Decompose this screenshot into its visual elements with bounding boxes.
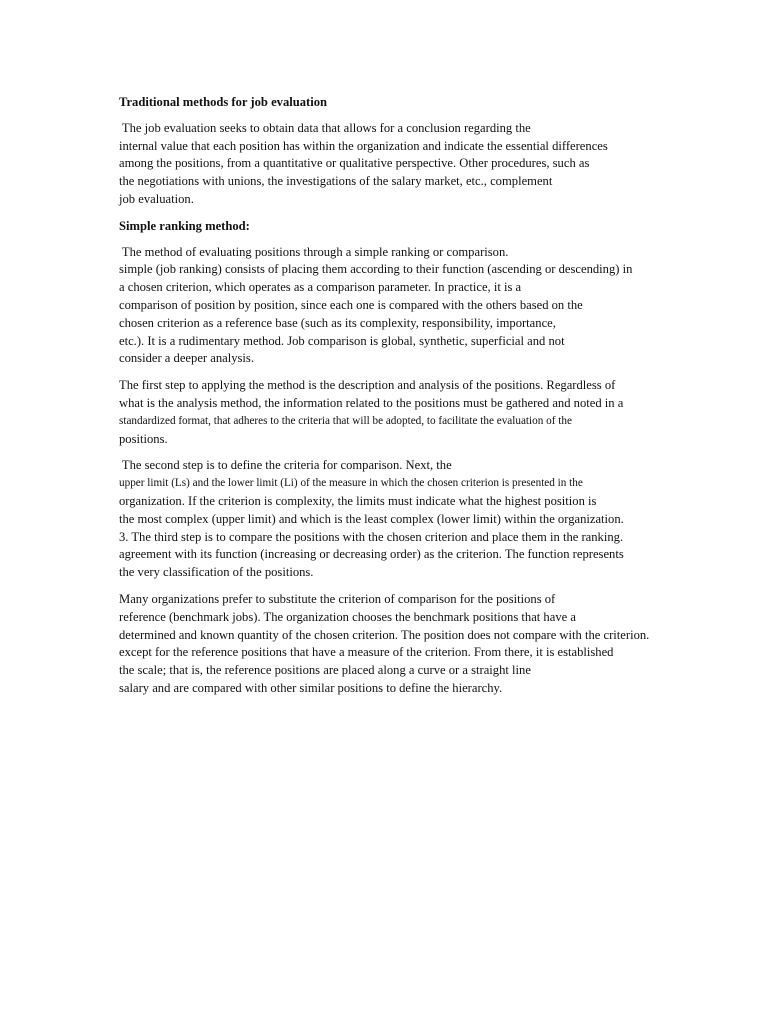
paragraph-line: etc.). It is a rudimentary method. Job comparison is global, synthetic, superficial and not <box>119 333 565 348</box>
paragraph-line: the most complex (upper limit) and which is the least complex (lower limit) within the organization. <box>119 511 624 526</box>
section-heading: Simple ranking method: <box>119 218 250 233</box>
paragraph-line: among the positions, from a quantitative or qualitative perspective. Other procedures, such as <box>119 156 590 171</box>
document-page <box>119 94 719 707</box>
paragraph-line: internal value that each position has within the organization and indicate the essential differences <box>119 138 608 153</box>
paragraph-line: a chosen criterion, which operates as a comparison parameter. In practice, it is a <box>119 280 522 295</box>
first-step-paragraph <box>119 377 719 448</box>
paragraph-line: The job evaluation seeks to obtain data that allows for a conclusion regarding the <box>119 120 531 135</box>
paragraph-line: the scale; that is, the reference positions are placed along a curve or a straight line <box>119 663 531 678</box>
paragraph-line: standardized format, that adheres to the criteria that will be adopted, to facilitate the evaluation of the <box>119 414 572 427</box>
paragraph-line: salary and are compared with other similar positions to define the hierarchy. <box>119 680 503 695</box>
paragraph-line: the very classification of the positions. <box>119 565 314 580</box>
paragraph-line: job evaluation. <box>119 191 194 206</box>
paragraph-line: determined and known quantity of the chosen criterion. The position does not compare with the criterion. <box>119 627 650 642</box>
paragraph-line: except for the reference positions that have a measure of the criterion. From there, it is established <box>119 645 614 660</box>
paragraph-line: the negotiations with unions, the investigations of the salary market, etc., complement <box>119 174 553 189</box>
benchmark-paragraph <box>119 591 719 698</box>
second-step-paragraph <box>119 457 719 582</box>
paragraph-line: reference (benchmark jobs). The organization chooses the benchmark positions that have a <box>119 609 576 624</box>
paragraph-line: positions. <box>119 431 168 446</box>
paragraph-line: what is the analysis method, the information related to the positions must be gathered and noted in a <box>119 395 624 410</box>
paragraph-line: The second step is to define the criteria for comparison. Next, the <box>119 458 452 473</box>
paragraph-line: consider a deeper analysis. <box>119 351 254 366</box>
intro-paragraph <box>119 120 719 209</box>
paragraph-line: 3. The third step is to compare the positions with the chosen criterion and place them in the ranking. <box>119 529 624 544</box>
paragraph-line: The first step to applying the method is the description and analysis of the positions. Regardless of <box>119 378 616 393</box>
paragraph-line: Many organizations prefer to substitute the criterion of comparison for the positions of <box>119 591 556 606</box>
document-title: Traditional methods for job evaluation <box>119 95 328 109</box>
paragraph-line: chosen criterion as a reference base (such as its complexity, responsibility, importance, <box>119 315 556 330</box>
paragraph-line: simple (job ranking) consists of placing them according to their function (ascending or descending) in <box>119 262 633 277</box>
paragraph-line: agreement with its function (increasing or decreasing order) as the criterion. The function represents <box>119 547 624 562</box>
ranking-method-paragraph <box>119 244 719 369</box>
paragraph-line: organization. If the criterion is complexity, the limits must indicate what the highest position is <box>119 493 597 508</box>
paragraph-line: comparison of position by position, since each one is compared with the others based on the <box>119 297 583 312</box>
paragraph-line: The method of evaluating positions through a simple ranking or comparison. <box>119 244 509 259</box>
paragraph-line: upper limit (Ls) and the lower limit (Li) of the measure in which the chosen criterion is presented in the <box>119 477 583 490</box>
